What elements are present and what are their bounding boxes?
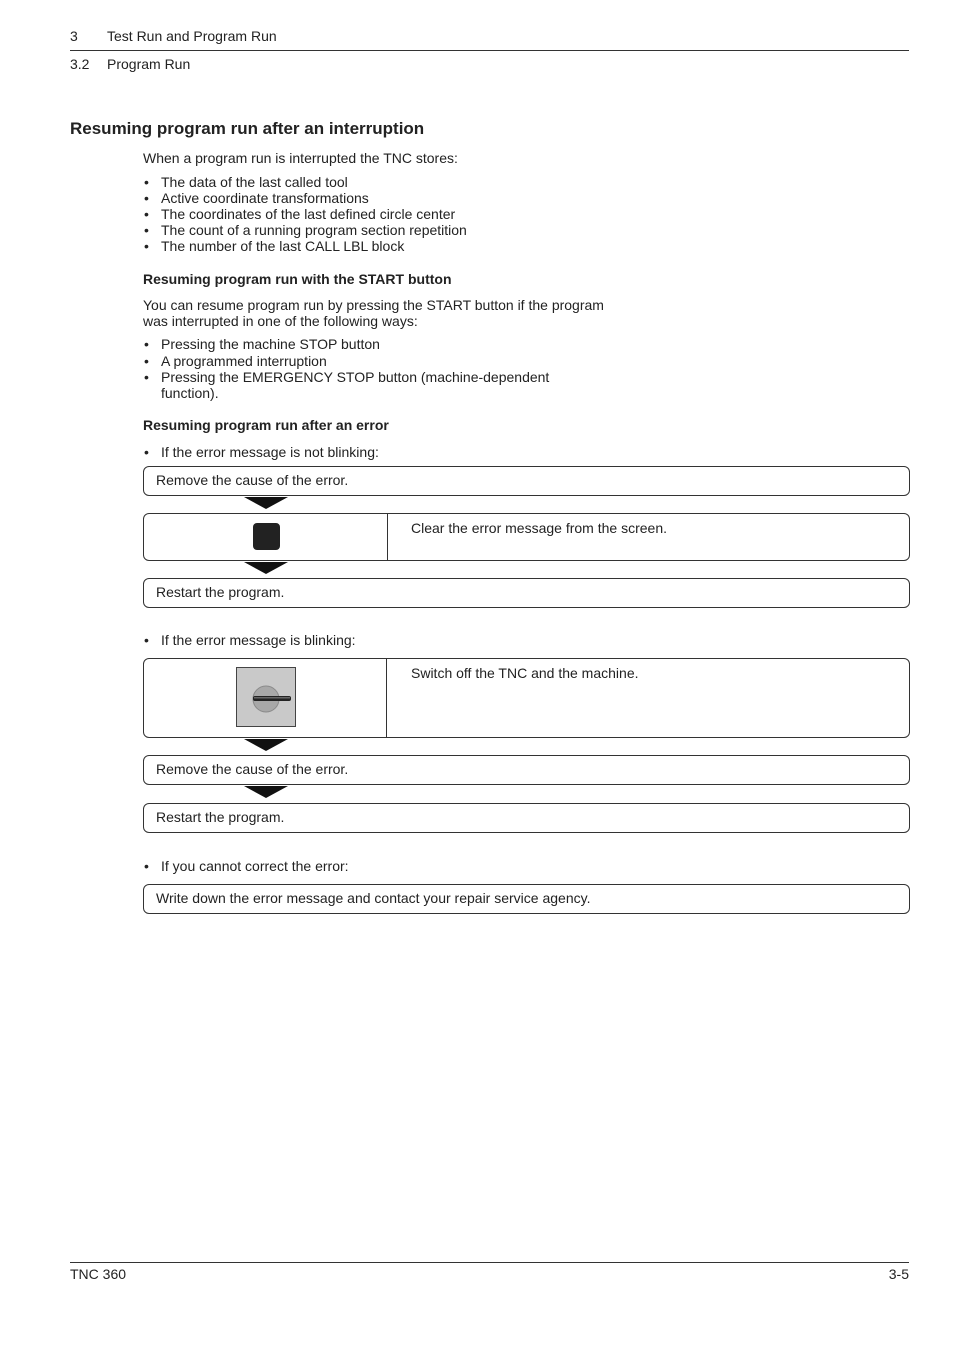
- step-label: Restart the program.: [156, 809, 285, 825]
- start-text-line1: You can resume program run by pressing the START button if the program: [143, 297, 604, 313]
- step-label: Remove the cause of the error.: [156, 761, 349, 777]
- footer-rule: [70, 1262, 909, 1263]
- case1-step3-box: [143, 578, 910, 608]
- list-item: • Pressing the machine STOP button: [143, 336, 743, 352]
- list-item: • The count of a running program section repetition: [143, 222, 743, 238]
- case2-bullet: [143, 632, 743, 648]
- list-item: • Pressing the EMERGENCY STOP button (machine-dependent: [143, 369, 743, 385]
- down-arrow-icon: [244, 786, 288, 798]
- list-item: • Active coordinate transformations: [143, 190, 743, 206]
- footer-product: TNC 360: [70, 1266, 127, 1282]
- stored-items-list: [143, 174, 743, 254]
- step-label: Clear the error message from the screen.: [411, 520, 667, 536]
- page-title: Resuming program run after an interruption: [70, 119, 425, 138]
- start-text-line2: was interrupted in one of the following ways:: [143, 313, 418, 329]
- chapter-number: 3: [70, 28, 78, 44]
- box-divider: [387, 514, 388, 560]
- list-item: • If the error message is blinking:: [143, 632, 743, 648]
- case3-bullet: [143, 858, 743, 874]
- step-label: Remove the cause of the error.: [156, 472, 349, 488]
- step-label: Write down the error message and contact your repair service agency.: [156, 890, 591, 906]
- case2-step2-box: [143, 755, 910, 785]
- box-divider: [386, 659, 387, 737]
- list-item: • If you cannot correct the error:: [143, 858, 743, 874]
- section-number: 3.2: [70, 56, 90, 72]
- start-item3-continued: function).: [161, 385, 219, 401]
- case3-step1-box: [143, 884, 910, 914]
- case2-step1-box: [143, 658, 910, 738]
- down-arrow-icon: [244, 497, 288, 509]
- case1-step1-box: [143, 466, 910, 496]
- down-arrow-icon: [244, 562, 288, 574]
- power-switch-icon: [236, 667, 296, 727]
- chapter-title: Test Run and Program Run: [107, 28, 277, 44]
- start-items-list: [143, 336, 743, 385]
- list-item: • A programmed interruption: [143, 353, 743, 369]
- case2-step3-box: [143, 803, 910, 833]
- list-item: • The number of the last CALL LBL block: [143, 238, 743, 254]
- list-item: • The data of the last called tool: [143, 174, 743, 190]
- step-label: Switch off the TNC and the machine.: [411, 665, 639, 681]
- case1-bullet: [143, 444, 743, 460]
- ce-key-icon: [253, 523, 280, 550]
- intro-text: When a program run is interrupted the TNC stores:: [143, 150, 458, 166]
- down-arrow-icon: [244, 739, 288, 751]
- section-title: Program Run: [107, 56, 191, 72]
- list-item: • The coordinates of the last defined circle center: [143, 206, 743, 222]
- step-label: Restart the program.: [156, 584, 285, 600]
- footer-page-number: 3-5: [888, 1266, 909, 1282]
- case1-step2-box: [143, 513, 910, 561]
- list-item: • If the error message is not blinking:: [143, 444, 743, 460]
- header-rule: [70, 50, 909, 51]
- error-section-title: Resuming program run after an error: [143, 417, 389, 433]
- start-section-title: Resuming program run with the START button: [143, 271, 452, 287]
